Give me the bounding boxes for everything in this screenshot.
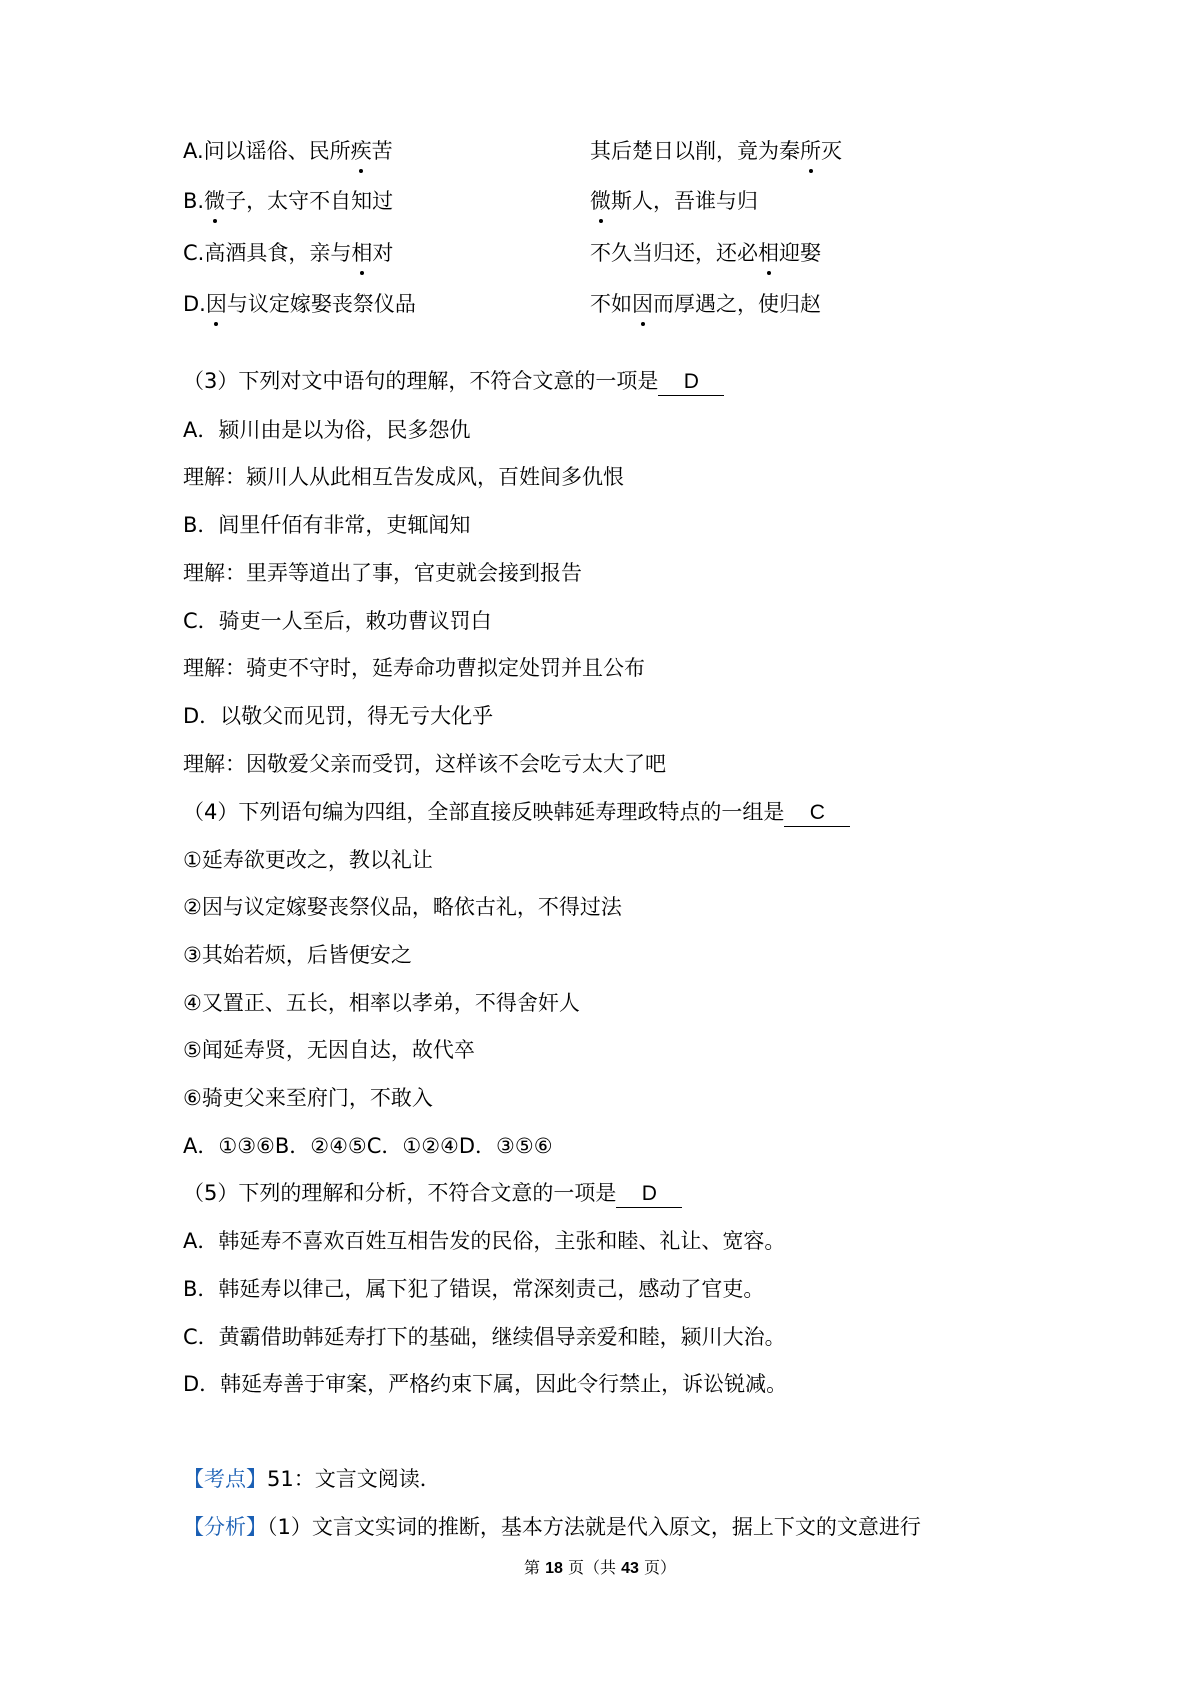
page-footer: 第 18 页（共 43 页） <box>524 1558 676 1577</box>
kaodian-tag: 【考点】 <box>183 1467 267 1491</box>
q4-line: ⑤闻延寿贤，无因自达，故代卒 <box>183 1038 475 1062</box>
q3-line: B．闾里仟佰有非常，吏辄闻知 <box>183 513 471 537</box>
option-label: C. <box>183 241 205 265</box>
option-label: A. <box>183 139 204 163</box>
left-text: 微子，太守不自知过 <box>204 189 393 213</box>
q4-line: ④又置正、五长，相率以孝弟，不得舍奸人 <box>183 991 580 1015</box>
left-text: 因与议定嫁娶丧祭仪品 <box>206 292 416 316</box>
page-total: 43 <box>621 1560 639 1577</box>
kaodian-text: 51：文言文阅读． <box>267 1467 441 1491</box>
q5-stem: （5）下列的理解和分析，不符合文意的一项是 D <box>183 1177 682 1209</box>
left-text: 高酒具食，亲与相对 <box>204 241 393 265</box>
q3-line: 理解：因敬爱父亲而受罚，这样该不会吃亏太大了吧 <box>183 752 666 776</box>
emphasis-dot: 所 <box>800 135 821 167</box>
q3-line: 理解：骑吏不守时，延寿命功曹拟定处罚并且公布 <box>183 656 645 680</box>
q4-line: ③其始若烦，后皆便安之 <box>183 943 412 967</box>
emphasis-dot: 微 <box>204 185 225 217</box>
q5-line: D．韩延寿善于审案，严格约束下属，因此令行禁止，诉讼锐减。 <box>183 1372 788 1396</box>
emphasis-dot: 相 <box>758 237 779 269</box>
q4-line: ⑥骑吏父来至府门，不敢入 <box>183 1086 433 1110</box>
q3-line: C．骑吏一人至后，敕功曹议罚白 <box>183 609 492 633</box>
right-text: 其后楚日以削，竟为秦所灭 <box>590 135 842 167</box>
q5-line: B．韩延寿以律己，属下犯了错误，常深刻责己，感动了官吏。 <box>183 1277 765 1301</box>
q2-option-b <box>183 185 758 217</box>
answer-blank: D <box>658 369 724 396</box>
emphasis-dot: 微 <box>590 185 611 217</box>
q3-line: A．颍川由是以为俗，民多怨仇 <box>183 418 471 442</box>
option-label: D. <box>183 292 206 316</box>
emphasis-dot: 相 <box>351 237 372 269</box>
option-label: B. <box>183 189 205 213</box>
q3-stem: （3）下列对文中语句的理解，不符合文意的一项是 D <box>183 365 724 397</box>
emphasis-dot: 因 <box>632 288 653 320</box>
fenxi-tag: 【分析】 <box>183 1515 267 1539</box>
answer-blank: D <box>616 1181 682 1208</box>
q4-line: ①延寿欲更改之，教以礼让 <box>183 848 433 872</box>
q3-line: D．以敬父而见罚，得无亏大化乎 <box>183 704 494 728</box>
q2-option-a <box>183 135 842 167</box>
q2-option-c <box>183 237 821 269</box>
fenxi-text: （1）文言文实词的推断，基本方法就是代入原文，据上下文的文意进行 <box>267 1515 921 1539</box>
q3-line: 理解：里弄等道出了事，官吏就会接到报告 <box>183 561 582 585</box>
kaodian-line <box>183 1463 441 1495</box>
fenxi-line <box>183 1511 921 1543</box>
right-text: 不如因而厚遇之，使归赵 <box>590 288 821 320</box>
emphasis-dot: 因 <box>206 288 227 320</box>
q3-line: 理解：颍川人从此相互告发成风，百姓间多仇恨 <box>183 465 624 489</box>
page-number: 18 <box>545 1560 563 1577</box>
q4-line: ②因与议定嫁娶丧祭仪品，略依古礼，不得过法 <box>183 895 622 919</box>
left-text: 问以谣俗、民所疾苦 <box>204 139 393 163</box>
answer-blank: C <box>784 800 850 827</box>
q5-line: C．黄霸借助韩延寿打下的基础，继续倡导亲爱和睦，颍川大治。 <box>183 1325 786 1349</box>
q5-line: A．韩延寿不喜欢百姓互相告发的民俗，主张和睦、礼让、宽容。 <box>183 1229 786 1253</box>
right-text: 不久当归还，还必相迎娶 <box>590 237 821 269</box>
emphasis-dot: 疾 <box>351 135 372 167</box>
q4-line: A．①③⑥B．②④⑤C．①②④D．③⑤⑥ <box>183 1134 553 1158</box>
q2-option-d <box>183 288 821 320</box>
q4-stem: （4）下列语句编为四组，全部直接反映韩延寿理政特点的一组是 C <box>183 796 850 828</box>
right-text: 微斯人，吾谁与归 <box>590 185 758 217</box>
